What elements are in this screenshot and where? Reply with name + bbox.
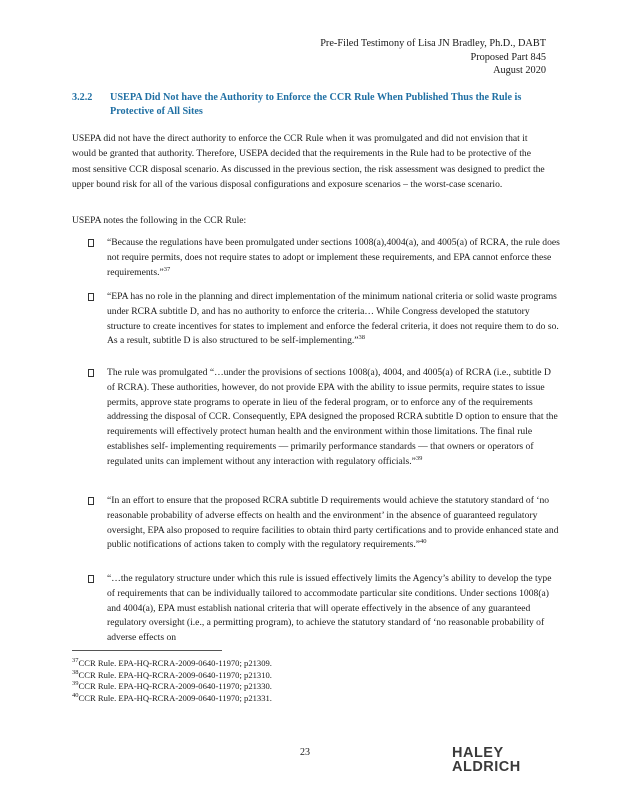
section-title: USEPA Did Not have the Authority to Enforce the CCR Rule When Published Thus the Rule is Protective of All Sites	[110, 92, 522, 117]
list-item	[88, 366, 560, 470]
bullet-box-icon	[88, 239, 94, 247]
bullet-box-icon	[88, 497, 94, 505]
page-number: 23	[300, 747, 310, 758]
bullet-text: “EPA has no role in the planning and direct implementation of the minimum national criteria or solid waste programs under RCRA subtitle D, and has no authority to enforce the criteria… While Congress developed the statutory structure to create incentives for states to implement and enforce the federal criteria, it does not require them to do so. As a result, subtitle D is also structured to be self-implementing.”	[107, 291, 559, 347]
section-number: 3.2.2	[72, 92, 93, 103]
footnote-number: 39	[72, 680, 79, 688]
header-proposal: Proposed Part 845	[470, 51, 546, 63]
footnote-text: CCR Rule. EPA-HQ-RCRA-2009-0640-11970; p21310.	[78, 669, 272, 680]
footnote-ref: 40	[420, 538, 427, 546]
bullet-text: “In an effort to ensure that the proposed RCRA subtitle D requirements would achieve the statutory standard of ‘no reasonable probability of adverse effects on health and the environment’ in the absence of guaranteed regulatory oversight, EPA also proposed to require facilities to obtain third party certifications and to provide enhanced state and public notifications of actions taken to comply with the regulatory requirements.”	[107, 495, 559, 551]
bullet-box-icon	[88, 293, 94, 301]
header-date: August 2020	[493, 65, 546, 77]
footnote	[72, 693, 472, 705]
footnote-number: 40	[72, 692, 79, 700]
bullet-box-icon	[88, 369, 94, 377]
header-testimony: Pre-Filed Testimony of Lisa JN Bradley, Ph.D., DABT	[320, 38, 546, 49]
list-item	[88, 494, 560, 553]
bullet-text: “Because the regulations have been promulgated under sections 1008(a),4004(a), and 4005(a) of RCRA, the rule does not require permits, does not require states to adopt or implement these requirements, and EPA cannot enforce these requirements.”	[107, 237, 560, 278]
body-paragraph: USEPA notes the following in the CCR Rule:	[72, 215, 247, 226]
footnote	[72, 670, 472, 682]
footnote-ref: 39	[415, 454, 423, 462]
section-heading	[72, 91, 552, 119]
logo-line-2: ALDRICH	[452, 759, 521, 775]
footnote-number: 38	[72, 668, 79, 676]
logo-line-1: HALEY	[452, 745, 504, 761]
bullet-box-icon	[88, 575, 94, 583]
haley-aldrich-logo	[452, 745, 548, 777]
footnote-divider	[72, 650, 222, 651]
footnote	[72, 658, 472, 670]
footnote-text: CCR Rule. EPA-HQ-RCRA-2009-0640-11970; p21309.	[78, 658, 272, 668]
footnote-ref: 37	[163, 265, 171, 273]
list-item	[88, 236, 560, 280]
footnote-text: CCR Rule. EPA-HQ-RCRA-2009-0640-11970; p21330.	[78, 681, 272, 692]
footnote-text: CCR Rule. EPA-HQ-RCRA-2009-0640-11970; p21331.	[78, 693, 272, 704]
footnote-ref: 38	[358, 334, 366, 342]
bullet-text: “…the regulatory structure under which this rule is issued effectively limits the Agency’s ability to develop the type of requirements that can be individually tailored to accommodate particular site conditions. Under sections 1008(a) and 4004(a), EPA must establish national criteria that will operate effectively in the absence of any guaranteed regulatory oversight (i.e., a permitting program), to achieve the statutory standard of ‘no reasonable probability of adverse effects on	[107, 573, 552, 644]
list-item	[88, 572, 560, 646]
footnote-number: 37	[72, 657, 79, 665]
list-item	[88, 290, 560, 349]
footnotes	[72, 658, 472, 705]
body-paragraph: USEPA did not have the direct authority to enforce the CCR Rule when it was promulgated and did not envision that it would be granted that authority. Therefore, USEPA decided that the requirements in the Rule had to be protective of the most sensitive CCR disposal scenario. As discussed in the previous section, the risk assessment was designed to predict the upper bound risk for all of the various disposal configurations and exposure scenarios – the worst-case scenario.	[72, 133, 545, 190]
footnote	[72, 681, 472, 693]
running-header	[320, 37, 546, 78]
bullet-text: The rule was promulgated “…under the provisions of sections 1008(a), 4004, and 4005(a) of RCRA (i.e., subtitle D of RCRA). These authorities, however, do not provide EPA with the ability to issue permits, require states to issue permits, approve state programs to operate in lieu of the federal program, or to enforce any of the requirements addressing the disposal of CCR. Consequently, EPA designed the proposed RCRA subtitle D option to ensure that the requirements will effectively protect human health and the environment within those limitations. The final rule establishes self- implementing requirements — primarily performance standards — that owners or operators of regulated units can implement without any interaction with regulatory officials.”	[107, 367, 558, 467]
